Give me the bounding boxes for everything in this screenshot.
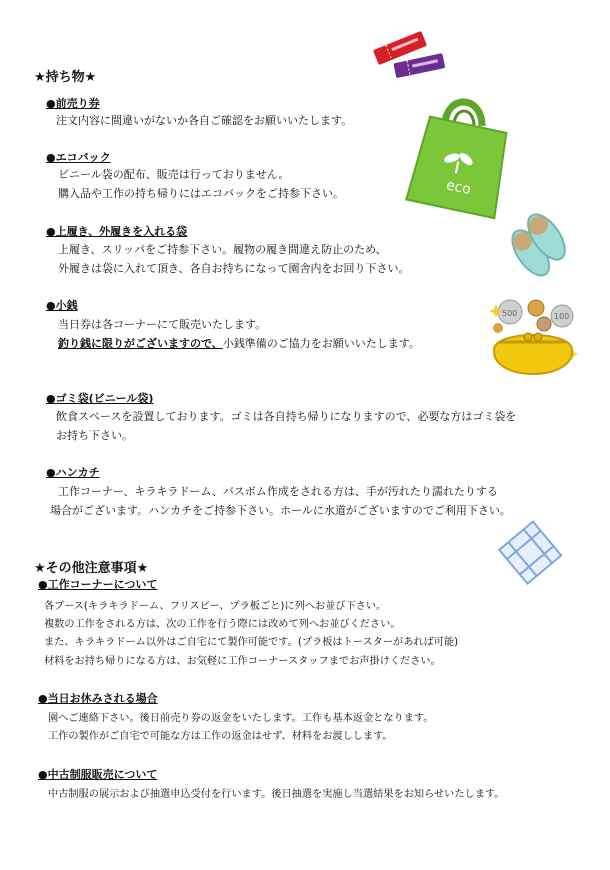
coin-label: 500 (502, 309, 518, 318)
text-line-rest: 小銭準備のご協力をお願いいたします。 (222, 337, 420, 350)
text-line: 外履きは袋に入れて頂き、各自お持ちになって園舎内をお回り下さい。 (58, 262, 410, 275)
text-line: 飲食スペースを設置しております。ゴミは各自持ち帰りになりますので、必要な方はゴミ袋を (56, 410, 517, 423)
heading-used-uniform: ●中古制服販売について (38, 768, 158, 781)
text-line: お持ち下さい。 (56, 429, 133, 442)
handkerchief-icon (496, 520, 566, 585)
heading-absence: ●当日お休みされる場合 (38, 692, 158, 705)
heading-trash-bag: ●ゴミ袋(ビニール袋) (46, 392, 154, 405)
text-line: 園へご連絡下さい。後日前売り券の返金をいたします。工作も基本返金となります。 (48, 713, 434, 724)
section-title-other-notes: ★その他注意事項★ (34, 561, 149, 576)
eco-bag-label: eco (444, 177, 473, 199)
text-line: 各ブース(キラキラドーム、フリスビー、プラ板ごと)に列へお並び下さい。 (44, 601, 387, 612)
tickets-icon (370, 28, 450, 78)
heading-shoes: ●上履き、外履きを入れる袋 (46, 225, 188, 238)
text-line: 工作コーナー、キラキラドーム、バスボム作成をされる方は、手が汚れたり濡れたりする (58, 485, 498, 498)
coin-label: 100 (554, 312, 570, 321)
heading-craft-corner: ●工作コーナーについて (38, 578, 158, 591)
heading-coins: ●小銭 (46, 299, 78, 312)
emphasis-text: 釣り銭に限りがございますので、 (58, 337, 223, 350)
heading-handkerchief: ●ハンカチ (46, 466, 100, 479)
text-line: 上履き、スリッパをご持参下さい。履物の履き間違え防止のため、 (58, 243, 387, 256)
slippers-icon (505, 205, 570, 280)
text-line: 工作の製作がご自宅で可能な方は工作の返金はせず、材料をお渡しします。 (48, 731, 393, 742)
text-line: 中古制服の展示および抽選申込受付を行います。後日抽選を実施し当選結果をお知らせいたします。 (48, 789, 505, 800)
text-line: また、キラキラドーム以外はご自宅にて製作可能です。(プラ板はトースターがあれば可能) (44, 637, 459, 648)
text-line: ビニール袋の配布、販売は行っておりません。 (58, 168, 290, 181)
heading-advance-ticket: ●前売り券 (46, 97, 100, 110)
text-line: 複数の工作をされる方は、次の工作を行う際には改めて列へお並びください。 (44, 619, 401, 630)
coin-purse-icon (488, 290, 583, 390)
text-line: 注文内容に間違いがないか各自ご確認をお願いいたします。 (56, 114, 353, 127)
text-line-emphasis (58, 335, 420, 351)
text-line: 購入品や工作の持ち帰りにはエコバックをご持参下さい。 (58, 187, 344, 200)
text-line: 材料をお持ち帰りになる方は、お気軽に工作コーナースタッフまでお声掛けください。 (44, 656, 441, 667)
eco-bag-icon (410, 88, 510, 218)
section-title-belongings: ★持ち物★ (34, 70, 97, 85)
text-line: 当日券は各コーナーにて販売いたします。 (58, 318, 267, 331)
text-line: 場合がございます。ハンカチをご持参下さい。ホールに水道がございますのでご利用下さい。 (50, 504, 511, 517)
heading-eco-bag: ●エコバック (46, 151, 111, 164)
